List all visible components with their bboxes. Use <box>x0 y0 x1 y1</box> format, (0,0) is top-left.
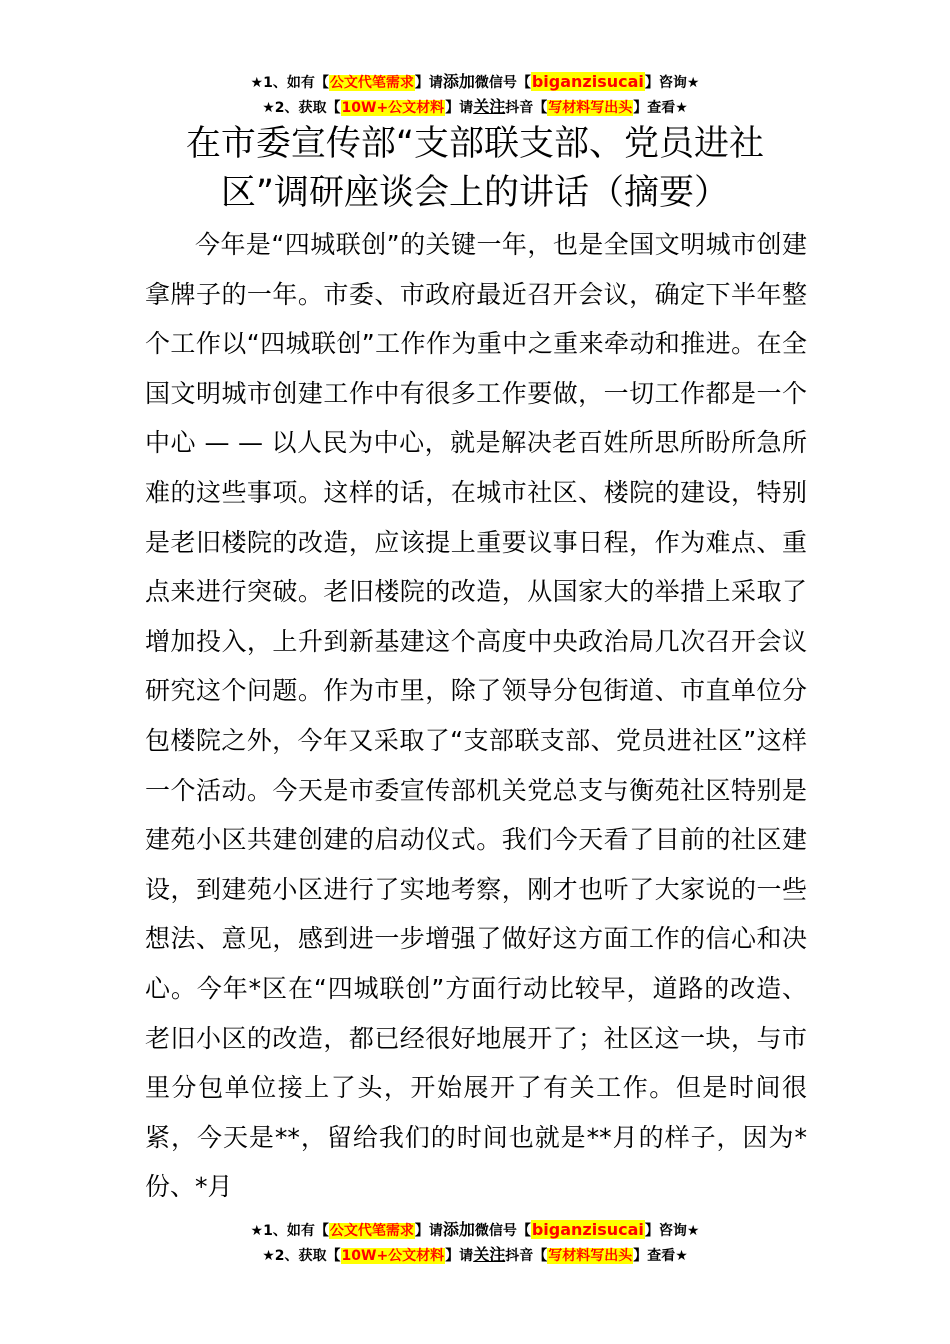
top-banner <box>0 70 950 120</box>
banner-line-1-highlight-service: 公文代笔需求 <box>329 75 414 91</box>
bottom-banner <box>0 1218 950 1268</box>
banner-line-1-mid2: 微信号【 <box>474 75 531 91</box>
banner-line-2-prefix: ★2、获取【 <box>262 100 341 116</box>
banner-line-2-mid2: 抖音【 <box>505 1248 548 1264</box>
banner-line-1-suffix: 】咨询★ <box>644 1223 700 1239</box>
banner-line-2-mid: 】请 <box>445 1248 474 1264</box>
banner-line-2-suffix: 】查看★ <box>633 1248 688 1264</box>
banner-line-2-mid2: 抖音【 <box>505 100 548 116</box>
banner-line-2-emphasis: 关注 <box>473 1245 506 1264</box>
banner-line-2-highlight-materials: 10W+公文材料 <box>341 1248 445 1264</box>
document-paragraph: 今年是“四城联创”的关键一年，也是全国文明城市创建拿牌子的一年。市委、市政府最近召开会议，确定下半年整个工作以“四城联创”工作作为重中之重来牵动和推进。在全国文明城市创建工作中有很多工作要做，一切工作都是一个中心 — — 以人民为中心，就是解决老百姓所思所盼所急所难的这些事项。这样的话，在城市社区、楼院的建设，特别是老旧楼院的改造，应该提上重要议事日程，作为难点、重点来进行突破。老旧楼院的改造，从国家大的举措上采取了增加投入，上升到新基建这个高度中央政治局几次召开会议研究这个问题。作为市里，除了领导分包街道、市直单位分包楼院之外，今年又采取了“支部联支部、党员进社区”这样一个活动。今天是市委宣传部机关党总支与衡苑社区特别是建苑小区共建创建的启动仪式。我们今天看了目前的社区建设，到建苑小区进行了实地考察，刚才也听了大家说的一些想法、意见，感到进一步增强了做好这方面工作的信心和决心。今年*区在“四城联创”方面行动比较早，道路的改造、老旧小区的改造，都已经很好地展开了；社区这一块，与市里分包单位接上了头，开始展开了有关工作。但是时间很紧，今天是**，留给我们的时间也就是**月的样子，因为*份、*月 <box>145 230 807 1202</box>
banner-line-2-suffix: 】查看★ <box>633 100 688 116</box>
banner-line-1-prefix: ★1、如有【 <box>250 1223 329 1239</box>
banner-line-1-prefix: ★1、如有【 <box>250 75 329 91</box>
banner-line-1-mid2: 微信号【 <box>474 1223 531 1239</box>
banner-line-2-highlight-douyin: 写材料写出头 <box>548 100 633 116</box>
document-title: 在市委宣传部“支部联支部、党员进社区”调研座谈会上的讲话（摘要） <box>185 124 765 213</box>
banner-line-2 <box>0 95 950 120</box>
banner-line-2-emphasis: 关注 <box>473 97 506 116</box>
banner-line-1-highlight-wechat: biganzisucai <box>531 72 644 91</box>
banner-line-1-mid: 】请 <box>414 75 443 91</box>
banner-line-1-suffix: 】咨询★ <box>644 75 700 91</box>
banner-line-1-emphasis: 添加 <box>442 72 475 91</box>
banner-line-1-emphasis: 添加 <box>442 1220 475 1239</box>
banner-line-2-highlight-materials: 10W+公文材料 <box>341 100 445 116</box>
banner-line-2-mid: 】请 <box>445 100 474 116</box>
banner-line-1-highlight-service: 公文代笔需求 <box>329 1223 414 1239</box>
banner-line-1 <box>0 1218 950 1243</box>
banner-line-2-highlight-douyin: 写材料写出头 <box>548 1248 633 1264</box>
banner-line-1-highlight-wechat: biganzisucai <box>531 1220 644 1239</box>
banner-line-1-mid: 】请 <box>414 1223 443 1239</box>
banner-line-2-prefix: ★2、获取【 <box>262 1248 341 1264</box>
banner-line-1 <box>0 70 950 95</box>
banner-line-2 <box>0 1243 950 1268</box>
